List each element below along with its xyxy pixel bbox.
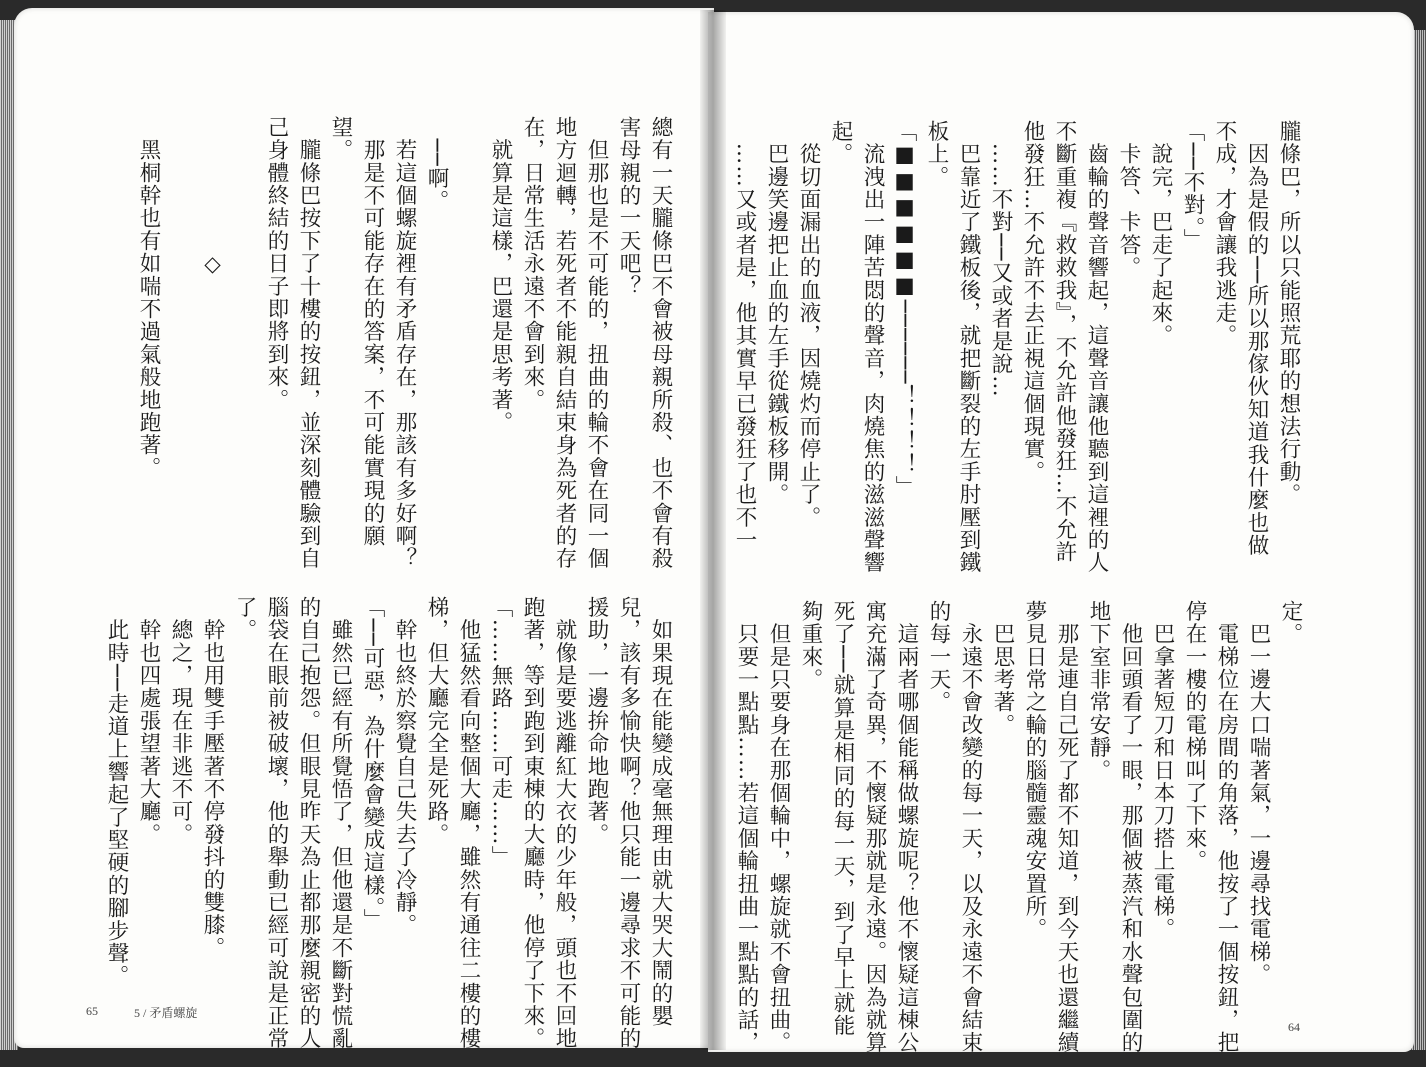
- running-head: 5 / 矛盾螺旋: [134, 1006, 198, 1020]
- text-line: 流洩出一陣苦悶的聲音，肉燒焦的滋滋聲響: [860, 120, 885, 574]
- text-line: 「──不對。」: [1180, 120, 1205, 252]
- text-line: 不斷重複『救救我』，不允許他發狂…不允許: [1052, 120, 1077, 564]
- text-line: 「──可惡，為什麼會變成這樣。」: [360, 596, 385, 932]
- text-line: 梯，但大廳完全是死路。: [424, 596, 449, 846]
- text-line: [164, 116, 196, 556]
- book-gutter: [700, 10, 726, 1050]
- text-line: 巴一邊大口喘著氣，一邊尋找電梯。: [1246, 600, 1271, 986]
- text-line: 的每一天。: [926, 600, 951, 714]
- text-line: 總有一天朧條巴不會被母親所殺、也不會有殺: [648, 116, 673, 570]
- text-line: 了。: [232, 596, 257, 642]
- text-line: 地方迴轉，若死者不能親自結束身為死者的存: [552, 116, 577, 570]
- text-line: 若這個螺旋裡有矛盾存在，那該有多好啊？: [392, 116, 417, 570]
- text-line: 起。: [828, 120, 853, 166]
- text-line: 因為是假的──所以那傢伙知道我什麼也做: [1244, 120, 1269, 557]
- text-line: [228, 116, 260, 556]
- text-line: 就像是要逃離紅大衣的少年般，頭也不回地: [552, 596, 577, 1050]
- text-line: 總之，現在非逃不可。: [168, 596, 193, 846]
- text-line: 巴靠近了鐵板後，就把斷裂的左手肘壓到鐵: [956, 120, 981, 574]
- text-line: 害母親的一天吧？: [616, 116, 641, 298]
- text-line: 朧條巴，所以只能照荒耶的想法行動。: [1276, 120, 1301, 506]
- text-line: 望。: [328, 116, 353, 162]
- text-line: 永遠不會改變的每一天，以及永遠不會結束: [958, 600, 983, 1054]
- text-line: 電梯位在房間的角落，他按了一個按鈕，把: [1214, 600, 1239, 1054]
- text-line: 這兩者哪個能稱做螺旋呢？他不懷疑這棟公: [894, 600, 919, 1054]
- right-page-top-text: [728, 120, 1304, 574]
- text-line: 齒輪的聲音響起，這聲音讓他聽到這裡的人: [1084, 120, 1109, 574]
- text-line: 他猛然看向整個大廳，雖然有通往二樓的樓: [456, 596, 481, 1050]
- text-line: 巴邊笑邊把止血的左手從鐵板移開。: [764, 120, 789, 506]
- text-line: 的自己抱怨。但眼見昨天為止都那麼親密的人: [296, 596, 321, 1050]
- text-line: 黑桐幹也有如喘不過氣般地跑著。: [136, 116, 161, 480]
- text-line: 幹也四處張望著大廳。: [136, 596, 161, 846]
- text-line: 他發狂…不允許不去正視這個現實。: [1020, 120, 1045, 484]
- text-line: 幹也用雙手壓著不停發抖的雙膝。: [200, 596, 225, 960]
- text-line: 寓充滿了奇異，不懷疑那就是永遠。因為就算: [862, 600, 887, 1054]
- text-line: 援助，一邊拚命地跑著。: [584, 596, 609, 846]
- page-number-right: 64: [1288, 1020, 1300, 1034]
- text-line: 幹也終於察覺自己失去了冷靜。: [392, 596, 417, 937]
- text-line: 板上。: [924, 120, 949, 189]
- text-line: 那是連自己死了都不知道，到今天也還繼續: [1054, 600, 1079, 1054]
- text-line: 地下室非常安靜。: [1086, 600, 1111, 782]
- text-line: 己身體終結的日子即將到來。: [264, 116, 289, 412]
- text-line: 就算是這樣，巴還是思考著。: [488, 116, 513, 434]
- text-line: 巴思考著。: [990, 600, 1015, 737]
- text-line: 夠重來。: [798, 600, 823, 691]
- text-line: 此時──走道上響起了堅硬的腳步聲。: [104, 596, 129, 988]
- text-line: 如果現在能變成毫無理由就大哭大鬧的嬰: [648, 596, 673, 1028]
- text-line: 不成，才會讓我逃走。: [1212, 120, 1237, 347]
- text-line: ◇: [200, 116, 225, 279]
- text-line: 跑著，等到跑到東棟的大廳時，他停了下來。: [520, 596, 545, 1050]
- text-line: [452, 116, 484, 556]
- text-line: 但是只要身在那個輪中，螺旋就不會扭曲。: [766, 600, 791, 1054]
- text-line: 巴拿著短刀和日本刀搭上電梯。: [1150, 600, 1175, 941]
- left-page-top-text: [132, 116, 676, 570]
- text-line: 定。: [1278, 600, 1303, 646]
- text-line: ……不對──又或者是說…: [988, 120, 1013, 398]
- text-line: 卡答、卡答。: [1116, 120, 1141, 279]
- text-line: 從切面漏出的血液，因燒灼而停止了。: [796, 120, 821, 529]
- text-line: 「……無路……可走……」: [488, 596, 513, 869]
- text-line: 腦袋在眼前被破壞，他的舉動已經可說是正常: [264, 596, 289, 1050]
- text-line: 兒，該有多愉快啊？他只能一邊尋求不可能的: [616, 596, 641, 1050]
- text-line: 說完，巴走了起來。: [1148, 120, 1173, 347]
- text-line: 「■■■■■■──────！！！！」: [892, 120, 917, 499]
- text-line: 但那也是不可能的，扭曲的輪不會在同一個: [584, 116, 609, 570]
- text-line: 雖然已經有所覺悟了，但他還是不斷對慌亂: [328, 596, 353, 1050]
- text-line: 死了──就算是相同的每一天，到了早上就能: [830, 600, 855, 1037]
- text-line: 他回頭看了一眼，那個被蒸汽和水聲包圍的: [1118, 600, 1143, 1054]
- text-line: 只要一點點……若這個輪扭曲一點點的話，: [734, 600, 759, 1054]
- left-page: [14, 8, 714, 1048]
- right-page: [708, 12, 1414, 1052]
- text-line: 那是不可能存在的答案，不可能實現的願: [360, 116, 385, 548]
- text-line: 在，日常生活永遠不會到來。: [520, 116, 545, 412]
- text-line: 朧條巴按下了十樓的按鈕，並深刻體驗到自: [296, 116, 321, 570]
- page-number-left: 65: [86, 1004, 98, 1018]
- text-line: ──啊。: [424, 116, 449, 213]
- text-line: 夢見日常之輪的腦髓靈魂安置所。: [1022, 600, 1047, 941]
- text-line: 停在一樓的電梯叫了下來。: [1182, 600, 1207, 873]
- text-line: ……又或者是，他其實早已發狂了也不一: [732, 120, 757, 552]
